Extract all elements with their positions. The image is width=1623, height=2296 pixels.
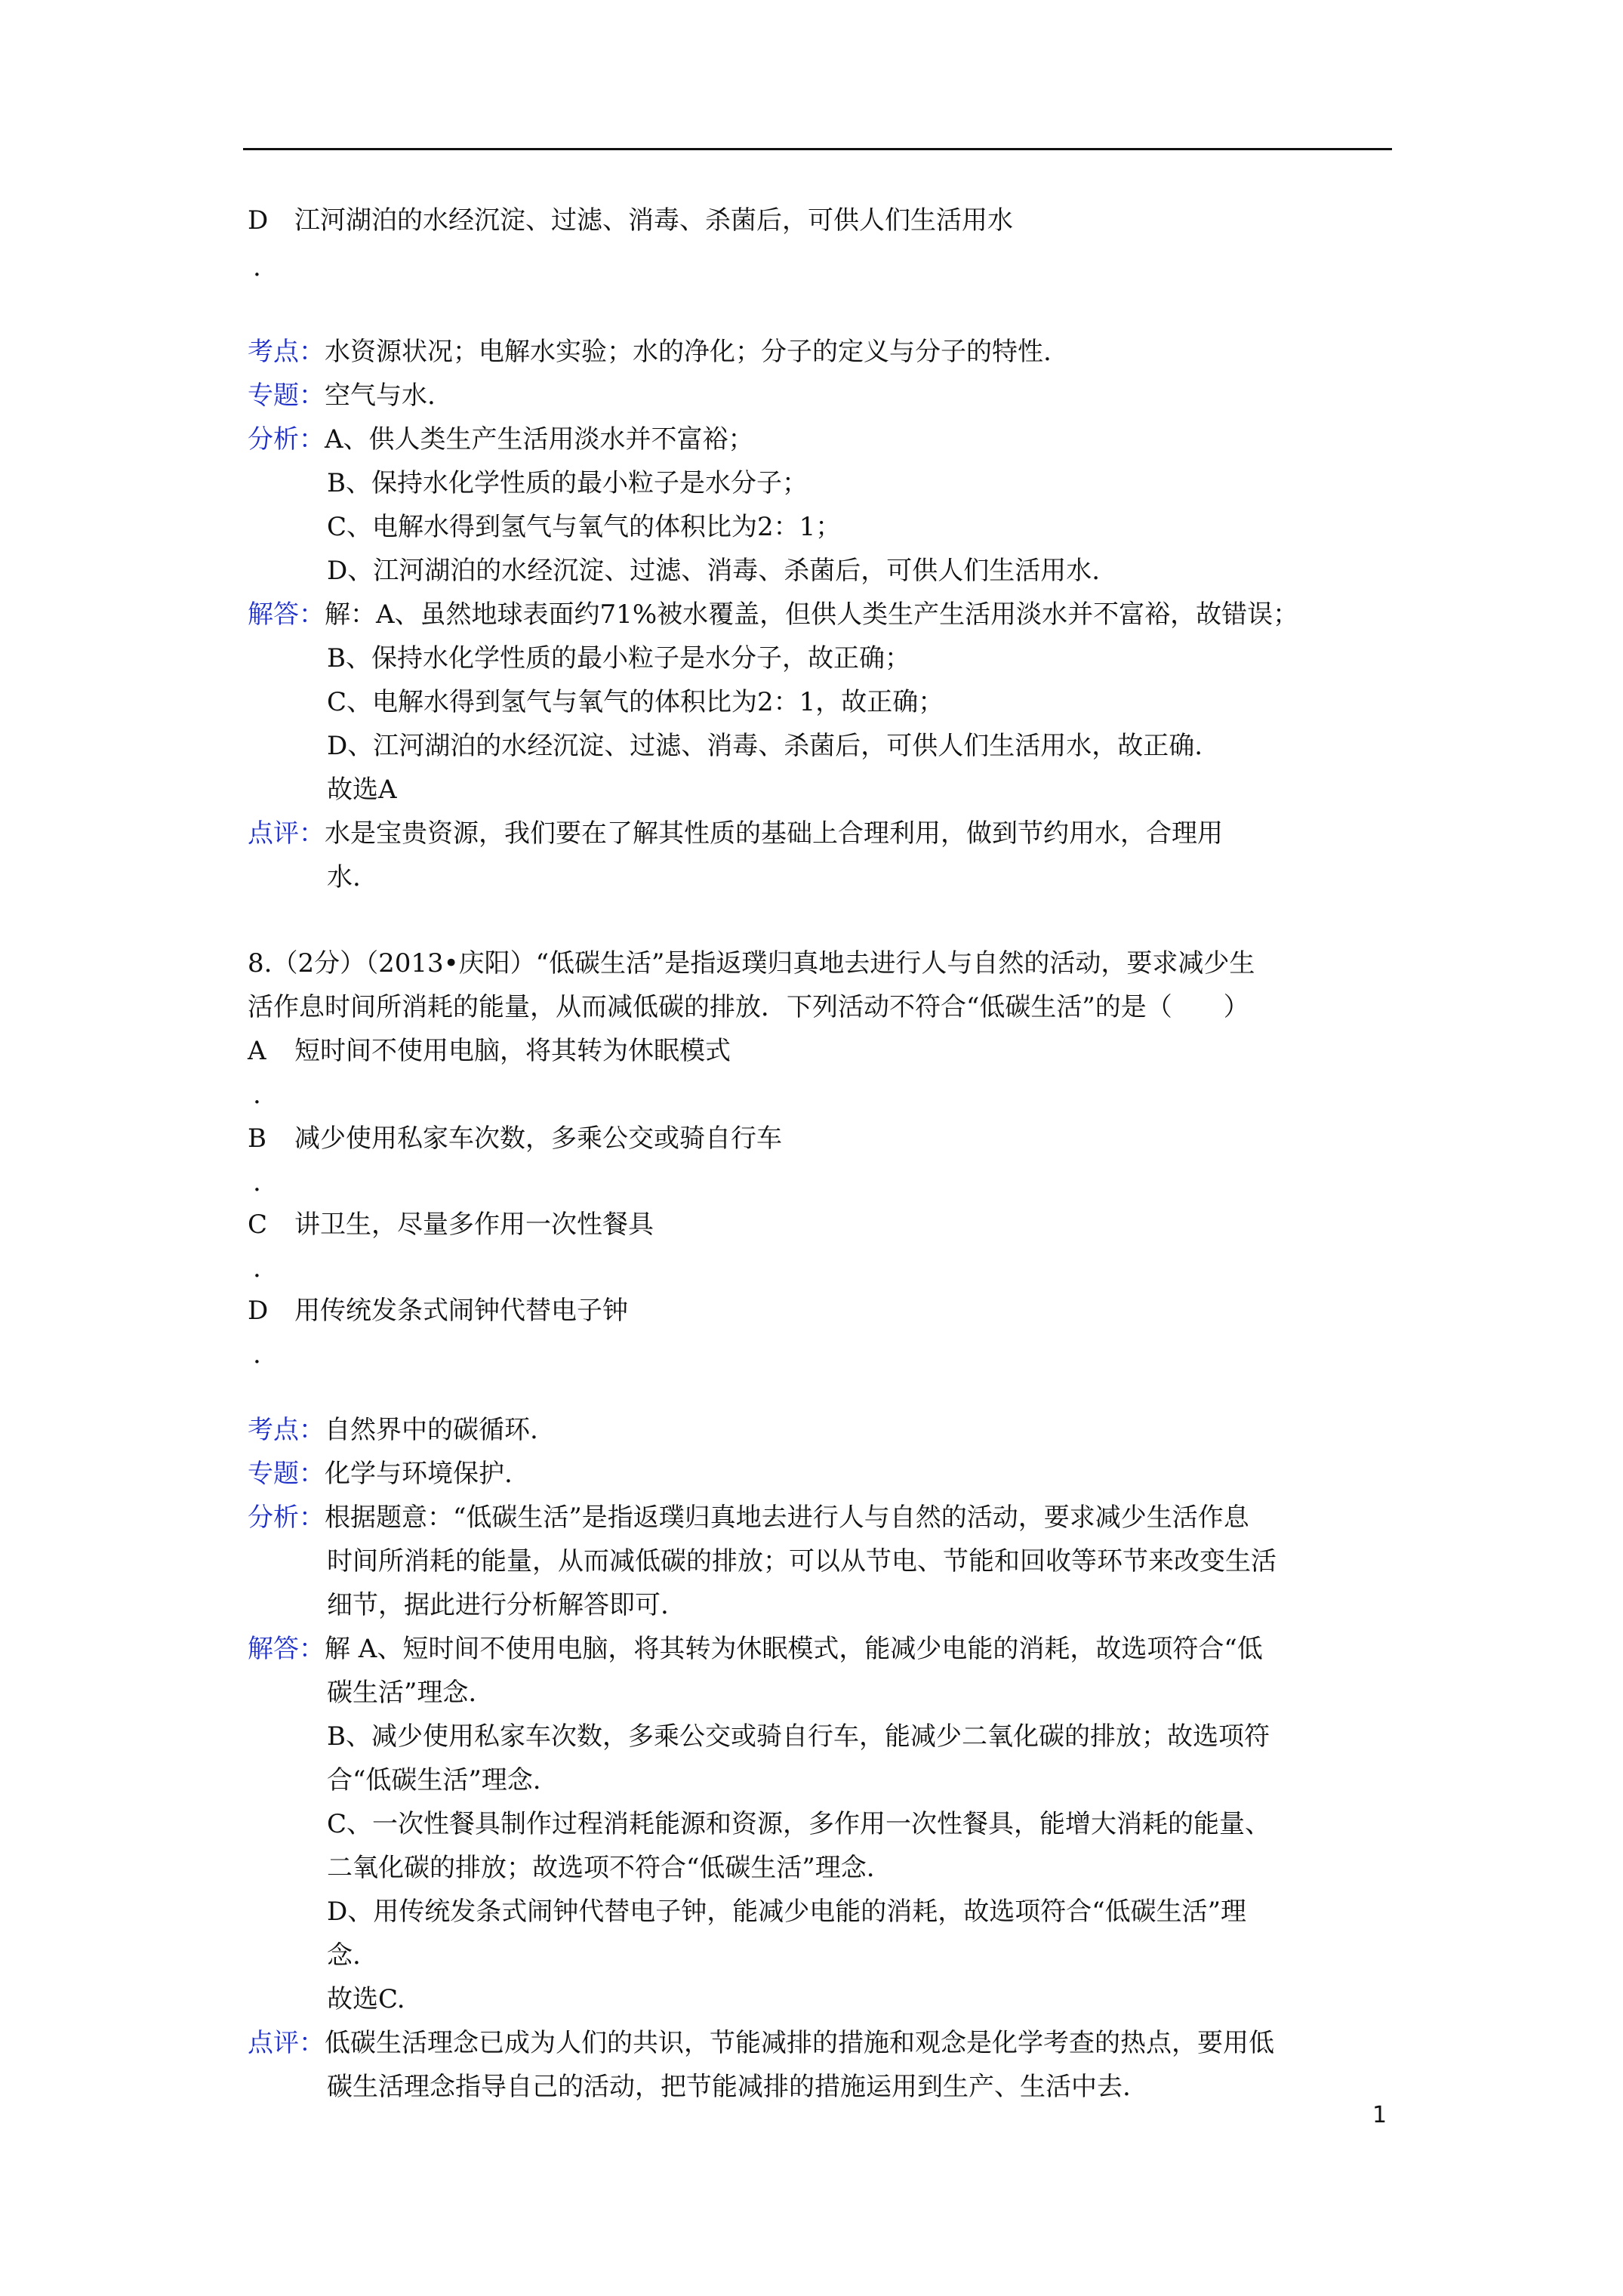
option-dot: .	[253, 1253, 261, 1284]
q8-fenxi-line: 时间所消耗的能量，从而减低碳的排放；可以从节电、节能和回收等环节来改变生活	[327, 1546, 1277, 1576]
kaodian-text: 水资源状况；电解水实验；水的净化；分子的定义与分子的特性.	[325, 337, 1052, 367]
option-text: 江河湖泊的水经沉淀、过滤、消毒、杀菌后，可供人们生活用水	[294, 205, 1013, 236]
zhuanti-label: 专题：	[248, 1459, 325, 1489]
option-letter: D	[248, 205, 269, 236]
jieda-label: 解答：	[248, 599, 325, 630]
q8-jieda	[248, 1631, 1263, 1667]
option-dot: .	[253, 1339, 261, 1370]
q7-jieda-line: 故选A	[327, 775, 397, 805]
kaodian-label: 考点：	[248, 1415, 325, 1445]
dianping-line: 低碳生活理念已成为人们的共识，节能减排的措施和观念是化学考查的热点，要用低	[325, 2028, 1274, 2058]
q7-zhuanti	[248, 378, 436, 414]
q8-fenxi-line: 细节，据此进行分析解答即可.	[327, 1590, 669, 1620]
q8-jieda-line: 二氧化碳的排放；故选项不符合“低碳生活”理念.	[327, 1853, 875, 1883]
q7-jieda	[248, 596, 1298, 633]
fenxi-label: 分析：	[248, 424, 325, 455]
page-number: 1	[1372, 2102, 1387, 2128]
q8-option-d	[248, 1293, 628, 1329]
option-letter: B	[248, 1123, 266, 1154]
q8-jieda-line: 合“低碳生活”理念.	[327, 1765, 541, 1795]
option-dot: .	[253, 1167, 261, 1197]
q8-jieda-line: C、一次性餐具制作过程消耗能源和资源，多作用一次性餐具，能增大消耗的能量、	[327, 1809, 1271, 1839]
q8-option-a	[248, 1033, 731, 1069]
zhuanti-text: 空气与水.	[325, 381, 436, 411]
option-letter: A	[248, 1036, 266, 1066]
dianping-label: 点评：	[248, 2028, 325, 2058]
q8-dianping-line: 碳生活理念指导自己的活动，把节能减排的措施运用到生产、生活中去.	[327, 2072, 1131, 2102]
q7-fenxi-line: B、保持水化学性质的最小粒子是水分子；	[327, 468, 808, 498]
dianping-line: 水是宝贵资源，我们要在了解其性质的基础上合理利用，做到节约用水，合理用	[325, 818, 1223, 849]
q8-stem-line: 8.（2分）（2013•庆阳）“低碳生活”是指返璞归真地去进行人与自然的活动，要求减少生	[248, 948, 1255, 978]
option-text: 讲卫生，尽量多作用一次性餐具	[294, 1210, 654, 1240]
q7-fenxi-line: C、电解水得到氢气与氧气的体积比为2：1；	[327, 512, 842, 542]
q7-fenxi-line: D、江河湖泊的水经沉淀、过滤、消毒、杀菌后，可供人们生活用水.	[327, 556, 1101, 586]
q7-jieda-line: D、江河湖泊的水经沉淀、过滤、消毒、杀菌后，可供人们生活用水，故正确.	[327, 731, 1203, 761]
q8-jieda-line: B、减少使用私家车次数，多乘公交或骑自行车，能减少二氧化碳的排放；故选项符	[327, 1721, 1270, 1752]
fenxi-label: 分析：	[248, 1502, 325, 1533]
q7-jieda-line: B、保持水化学性质的最小粒子是水分子，故正确；	[327, 643, 910, 673]
q7-fenxi	[248, 421, 754, 458]
jieda-line: 解：A、虽然地球表面约71%被水覆盖，但供人类生产生活用淡水并不富裕，故错误；	[325, 599, 1299, 630]
option-letter: D	[248, 1296, 269, 1326]
zhuanti-label: 专题：	[248, 381, 325, 411]
q8-jieda-line: 碳生活”理念.	[327, 1678, 477, 1708]
option-letter: C	[248, 1210, 268, 1240]
fenxi-line: A、供人类生产生活用淡水并不富裕；	[325, 424, 754, 455]
jieda-line: 解 A、短时间不使用电脑，将其转为休眠模式，能减少电能的消耗，故选项符合“低	[325, 1634, 1263, 1664]
q7-jieda-line: C、电解水得到氢气与氧气的体积比为2：1，故正确；	[327, 687, 944, 717]
zhuanti-text: 化学与环境保护.	[325, 1459, 513, 1489]
q8-zhuanti	[248, 1456, 513, 1492]
q7-option-d	[248, 202, 1013, 239]
kaodian-text: 自然界中的碳循环.	[325, 1415, 538, 1445]
kaodian-label: 考点：	[248, 337, 325, 367]
q7-dianping-line: 水.	[327, 862, 361, 892]
q7-dianping	[248, 815, 1223, 852]
dianping-label: 点评：	[248, 818, 325, 849]
q8-option-c	[248, 1207, 654, 1243]
q8-kaodian	[248, 1412, 538, 1448]
q8-jieda-line: D、用传统发条式闹钟代替电子钟，能减少电能的消耗，故选项符合“低碳生活”理	[327, 1897, 1247, 1927]
q8-jieda-line: 故选C.	[327, 1984, 405, 2014]
header-rule	[243, 148, 1392, 150]
option-text: 用传统发条式闹钟代替电子钟	[294, 1296, 628, 1326]
option-dot: .	[253, 1080, 261, 1110]
q8-option-b	[248, 1120, 782, 1157]
option-dot: .	[253, 252, 261, 282]
q7-kaodian	[248, 334, 1052, 370]
q8-fenxi	[248, 1499, 1249, 1536]
option-text: 短时间不使用电脑，将其转为休眠模式	[294, 1036, 731, 1066]
q8-stem-line: 活作息时间所消耗的能量，从而减低碳的排放．下列活动不符合“低碳生活”的是（ ）	[248, 992, 1249, 1022]
fenxi-line: 根据题意：“低碳生活”是指返璞归真地去进行人与自然的活动，要求减少生活作息	[325, 1502, 1249, 1533]
q8-dianping	[248, 2025, 1274, 2061]
q8-jieda-line: 念.	[327, 1940, 361, 1971]
option-text: 减少使用私家车次数，多乘公交或骑自行车	[294, 1123, 782, 1154]
jieda-label: 解答：	[248, 1634, 325, 1664]
